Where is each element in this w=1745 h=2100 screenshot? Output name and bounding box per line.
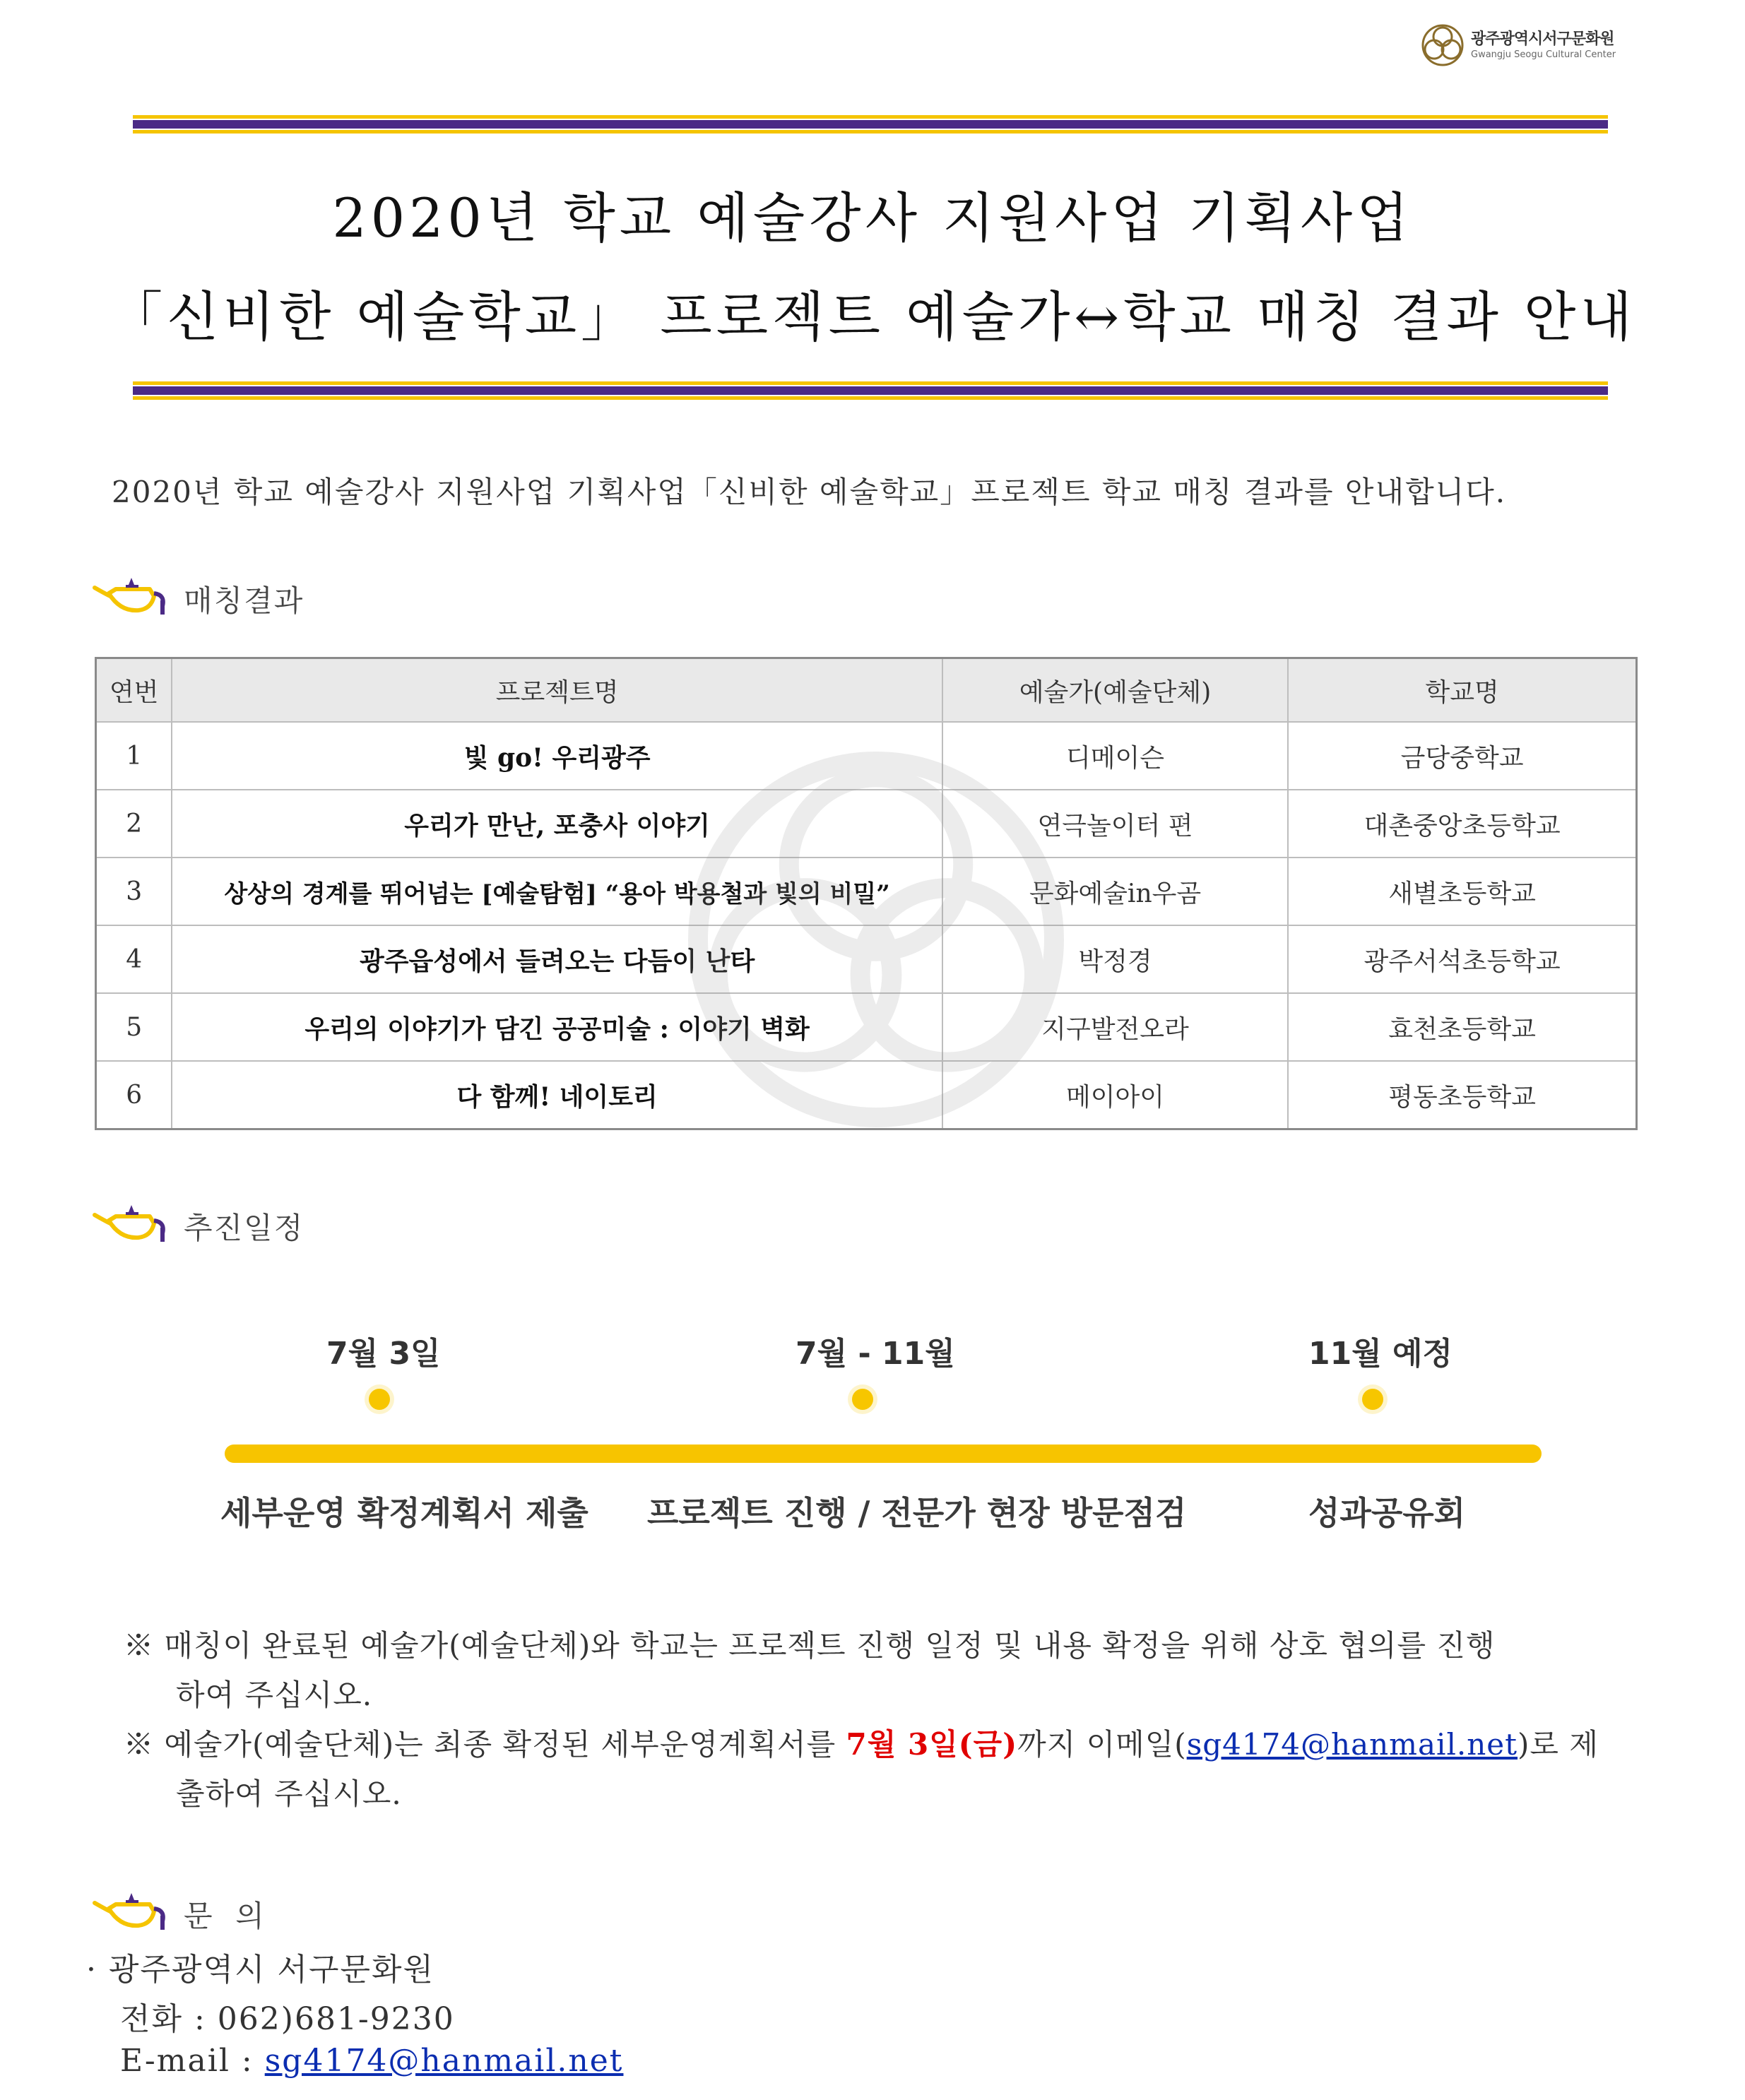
section-schedule-label: 추진일정 (184, 1211, 304, 1245)
cell-artist: 디메이슨 (942, 722, 1288, 790)
cell-school: 평동초등학교 (1288, 1061, 1636, 1129)
col-header-artist: 예술가(예술단체) (942, 658, 1288, 723)
cell-no: 4 (96, 925, 172, 993)
contact-email-label: E-mail : (120, 2043, 265, 2079)
col-header-no: 연번 (96, 658, 172, 723)
logo-name-ko: 광주광역시서구문화원 (1471, 30, 1614, 48)
cell-artist: 지구발전오라 (942, 993, 1288, 1061)
table-row (96, 722, 1637, 790)
header-bar-bottom (133, 381, 1608, 400)
contact-email (120, 2043, 623, 2079)
cell-no: 2 (96, 790, 172, 858)
teapot-icon (92, 1199, 171, 1245)
cell-project: 우리가 만난, 포충사 이야기 (172, 790, 942, 858)
cell-project: 다 함께! 네이토리 (172, 1061, 942, 1129)
timeline-date-2: 7월 - 11월 (795, 1336, 955, 1372)
note-1-line-1: ※ 매칭이 완료된 예술가(예술단체)와 학교는 프로젝트 진행 일정 및 내용 확정을 위해 상호 협의를 진행 (124, 1628, 1496, 1663)
timeline-date-1: 7월 3일 (326, 1336, 441, 1372)
note-2-line-1 (124, 1720, 1599, 1769)
timeline-dot-2 (852, 1389, 873, 1410)
timeline-desc-1: 세부운영 확정계획서 제출 (220, 1494, 588, 1532)
center-logo (1420, 20, 1653, 69)
note-2-line-2: 출하여 주십시오. (176, 1776, 402, 1811)
cell-project: 빛 go! 우리광주 (172, 722, 942, 790)
note-2 (124, 1720, 1599, 1819)
table-row (96, 790, 1637, 858)
contact-org: · 광주광역시 서구문화원 (86, 1952, 434, 1988)
col-header-school: 학교명 (1288, 658, 1636, 723)
table-row (96, 1061, 1637, 1129)
note-1 (124, 1621, 1496, 1720)
timeline-desc-3: 성과공유회 (1308, 1494, 1466, 1532)
teapot-icon (92, 1887, 171, 1933)
flower-logo-icon (1420, 23, 1465, 68)
cell-project: 우리의 이야기가 담긴 공공미술 : 이야기 벽화 (172, 993, 942, 1061)
deadline-highlight: 7월 3일(금) (846, 1727, 1018, 1762)
contact-email-link[interactable]: sg4174@hanmail.net (264, 2043, 624, 2079)
email-link[interactable]: sg4174@hanmail.net (1186, 1727, 1518, 1762)
cell-no: 5 (96, 993, 172, 1061)
teapot-icon (92, 572, 171, 617)
table-row (96, 858, 1637, 925)
cell-no: 3 (96, 858, 172, 925)
note-2-text-b: 까지 이메일( (1017, 1727, 1187, 1762)
cell-school: 광주서석초등학교 (1288, 925, 1636, 993)
cell-school: 새별초등학교 (1288, 858, 1636, 925)
cell-artist: 메이아이 (942, 1061, 1288, 1129)
intro-text: 2020년 학교 예술강사 지원사업 기획사업「신비한 예술학교」프로젝트 학교 매칭 결과를 안내합니다. (112, 475, 1507, 509)
cell-project: 상상의 경계를 뛰어넘는 [예술탐험] “용아 박용철과 빛의 비밀” (172, 858, 942, 925)
cell-artist: 문화예술in우곰 (942, 858, 1288, 925)
cell-school: 효천초등학교 (1288, 993, 1636, 1061)
matching-table (95, 657, 1638, 1130)
contact-phone: 전화 : 062)681-9230 (120, 2001, 455, 2037)
cell-school: 대촌중앙초등학교 (1288, 790, 1636, 858)
timeline-dot-3 (1362, 1389, 1383, 1410)
section-contact-label: 문 의 (184, 1899, 266, 1933)
col-header-project: 프로젝트명 (172, 658, 942, 723)
section-matching-label: 매칭결과 (184, 583, 304, 618)
table-row (96, 993, 1637, 1061)
cell-artist: 박정경 (942, 925, 1288, 993)
timeline-line (225, 1445, 1542, 1463)
table-row (96, 925, 1637, 993)
note-1-line-2: 하여 주십시오. (176, 1678, 373, 1712)
title-line-1: 2020년 학교 예술강사 지원사업 기획사업 (332, 186, 1413, 249)
timeline-desc-2: 프로젝트 진행 / 전문가 현장 방문점검 (647, 1494, 1187, 1532)
title-line-2: 「신비한 예술학교」 프로젝트 예술가↔학교 매칭 결과 안내 (109, 285, 1636, 348)
cell-project: 광주읍성에서 들려오는 다듬이 난타 (172, 925, 942, 993)
header-bar-top (133, 115, 1608, 134)
note-2-text-c: )로 제 (1518, 1727, 1599, 1762)
cell-artist: 연극놀이터 편 (942, 790, 1288, 858)
note-2-text-a: ※ 예술가(예술단체)는 최종 확정된 세부운영계획서를 (124, 1727, 846, 1762)
logo-name-en: Gwangju Seogu Cultural Center (1471, 49, 1616, 60)
cell-no: 6 (96, 1061, 172, 1129)
cell-no: 1 (96, 722, 172, 790)
timeline-dot-1 (369, 1389, 390, 1410)
table-header-row (96, 658, 1637, 723)
timeline-date-3: 11월 예정 (1308, 1336, 1453, 1372)
cell-school: 금당중학교 (1288, 722, 1636, 790)
